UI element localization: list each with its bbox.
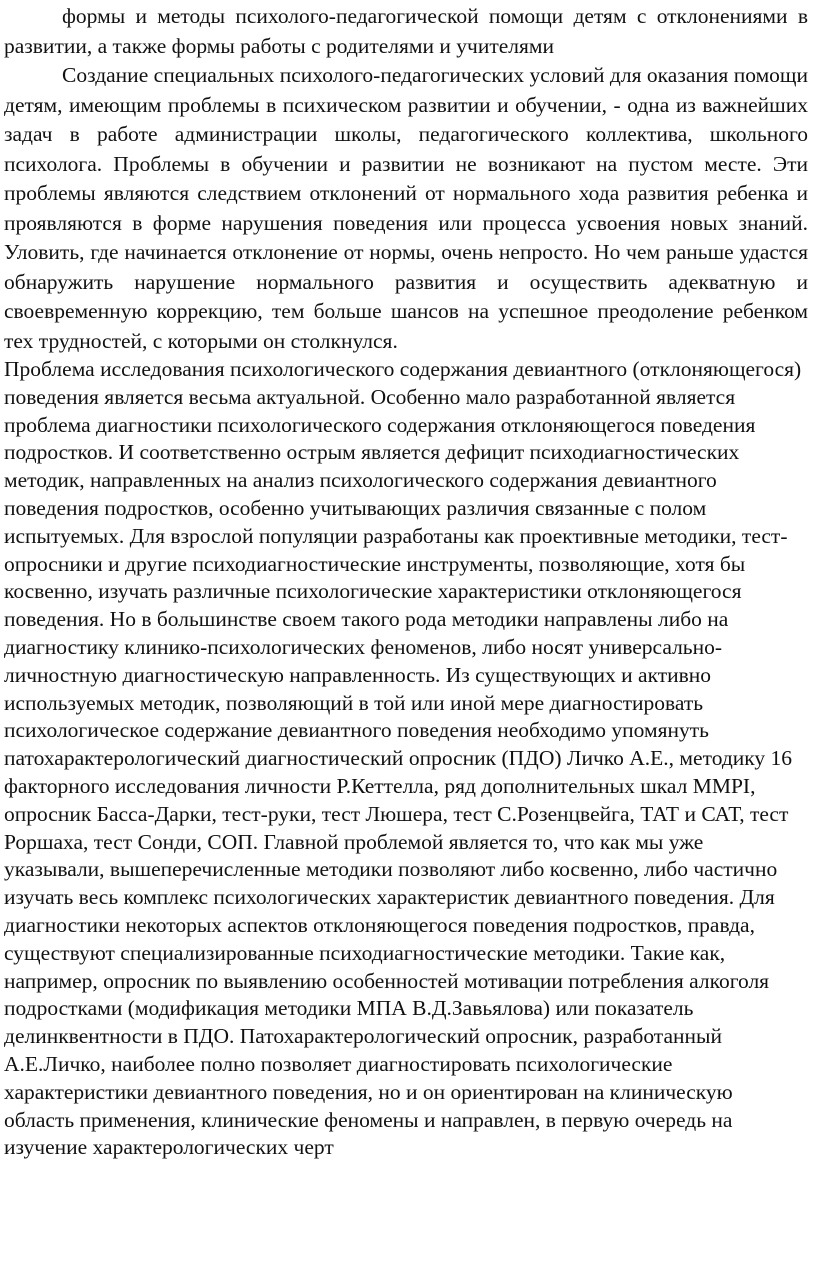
intro-paragraph: Создание специальных психолого-педагогических условий для оказания помощи детям, имеющим проблемы в психическом развитии и обучении, - одна из важнейших задач в работе администрации школы, педагогического коллектива, школьного психолога. Проблемы в обучении и развитии не возникают на пустом месте. Эти проблемы являются следствием отклонений от нормального хода развития ребенка и проявляются в форме нарушения поведения или процесса усвоения новых знаний. Уловить, где начинается отклонение от нормы, очень непросто. Но чем раньше удастся обнаружить нарушение нормального развития и осуществить адекватную и своевременную коррекцию, тем больше шансов на успешное преодоление ребенком тех трудностей, с которыми он столкнулся. [4,63,808,353]
section-heading-paragraph: формы и методы психолого-педагогической помощи детям с отклонениями в развитии, а также формы работы с родителями и учителями [4,4,808,58]
main-paragraph: Проблема исследования психологического содержания девиантного (отклоняющегося) поведения является весьма актуальной. Особенно мало разработанной является проблема диагностики психологического содержания отклоняющегося поведения подростков. И соответственно острым является дефицит психодиагностических методик, направленных на анализ психологического содержания девиантного поведения подростков, особенно учитывающих различия связанные с полом испытуемых. Для взрослой популяции разработаны как проективные методики, тест-опросники и другие психодиагностические инструменты, позволяющие, хотя бы косвенно, изучать различные психологические характеристики отклоняющегося поведения. Но в большинстве своем такого рода методики направлены либо на диагностику клинико-психологических феноменов, либо носят универсально-личностную диагностическую направленность. Из существующих и активно используемых методик, позволяющий в той или иной мере диагностировать психологическое содержание девиантного поведения необходимо упомянуть патохарактерологический диагностический опросник (ПДО) Личко А.Е., методику 16 факторного исследования личности Р.Кеттелла, ряд дополнительных шкал MMPI, опросник Басса-Дарки, тест-руки, тест Люшера, тест С.Розенцвейга, ТАТ и САТ, тест Роршаха, тест Сонди, СОП. Главной проблемой является то, что как мы уже указывали, вышеперечисленные методики позволяют либо косвенно, либо частично изучать весь комплекс психологических характеристик девиантного поведения. Для диагностики некоторых аспектов отклоняющегося поведения подростков, правда, существуют специализированные психодиагностические методики. Такие как, например, опросник по выявлению особенностей мотивации потребления алкоголя подростками (модификация методики МПА В.Д.Завьялова) или показатель делинквентности в ПДО. Патохарактерологический опросник, разработанный А.Е.Личко, наиболее полно позволяет диагностировать психологические характеристики девиантного поведения, но и он ориентирован на клиническую область применения, клинические феномены и направлен, в первую очередь на изучение характерологических черт [4,357,802,1160]
